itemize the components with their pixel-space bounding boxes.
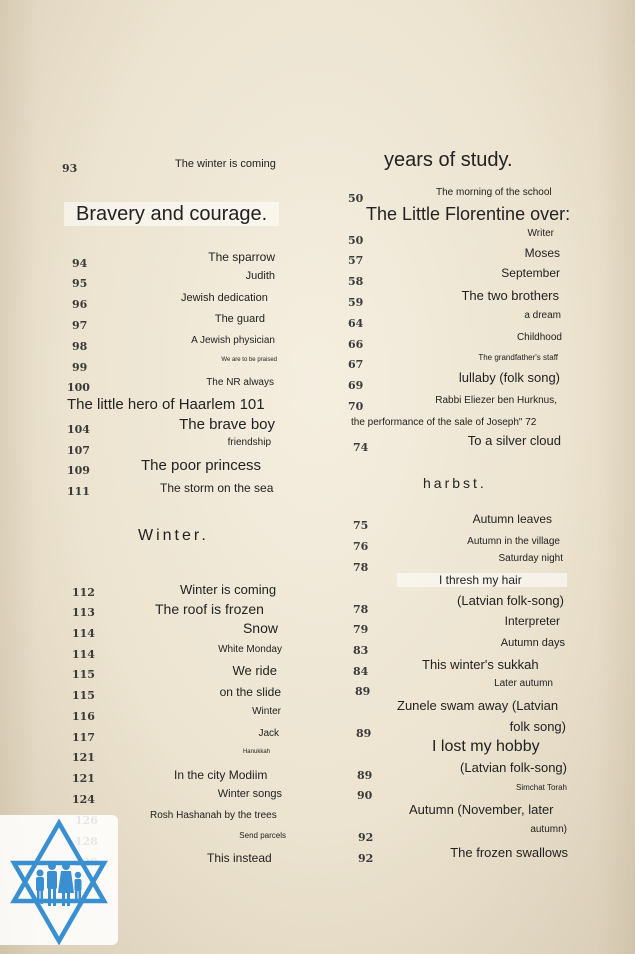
- page-number: 89: [356, 727, 372, 740]
- entry-title: We ride: [232, 663, 277, 678]
- entry-title: Winter: [252, 706, 281, 717]
- entry-title: The winter is coming: [175, 158, 276, 170]
- page-number: 95: [72, 277, 88, 290]
- page-number: 121: [72, 772, 95, 785]
- page-number: 112: [72, 586, 95, 599]
- entry-title: The storm on the sea: [160, 481, 274, 495]
- page-number: 96: [72, 298, 88, 311]
- entry-title: We are to be praised: [221, 357, 277, 363]
- page-number: 74: [353, 441, 369, 454]
- page-number: 69: [348, 379, 364, 392]
- entry-title: friendship: [227, 437, 271, 448]
- page-number: 107: [67, 444, 90, 457]
- page-number: 57: [348, 254, 364, 267]
- page-number: 76: [353, 540, 369, 553]
- entry-title: To a silver cloud: [467, 433, 561, 448]
- page-number: 100: [67, 381, 90, 394]
- page-number: 50: [348, 192, 364, 205]
- entry-title: Autumn (November, later: [409, 802, 554, 817]
- entry-title: The little hero of Haarlem 101: [67, 396, 265, 413]
- entry-title: Hanukkah: [242, 749, 270, 755]
- entry-title: Zunele swam away (Latvian: [397, 698, 559, 713]
- entry-title: Interpreter: [504, 614, 560, 628]
- entry-title: folk song): [509, 719, 566, 734]
- page-number: 89: [355, 685, 371, 698]
- section-heading: Winter.: [138, 527, 209, 544]
- entry-title: Simchat Torah: [516, 783, 567, 792]
- page-number: 70: [348, 400, 364, 413]
- entry-title: A Jewish physician: [191, 335, 275, 346]
- entry-title: Judith: [245, 270, 275, 282]
- entry-title: The NR always: [206, 377, 274, 388]
- entry-title: Writer: [527, 228, 554, 239]
- entry-title: autumn): [530, 824, 567, 835]
- page-number: 115: [72, 668, 95, 681]
- page-number: 79: [353, 623, 369, 636]
- page-number: 58: [348, 275, 364, 288]
- page-number: 113: [72, 606, 95, 619]
- entry-title: Snow: [242, 620, 278, 636]
- entry-title: White Monday: [218, 644, 282, 655]
- page-number: 98: [72, 340, 88, 353]
- page-number: 50: [348, 234, 364, 247]
- entry-title: I thresh my hair: [397, 573, 567, 587]
- logo-badge: [0, 815, 118, 945]
- entry-title: Winter is coming: [180, 582, 277, 597]
- entry-title: I lost my hobby: [432, 738, 540, 755]
- page-number: 114: [72, 648, 95, 661]
- entry-title: Later autumn: [494, 678, 553, 689]
- page-number: 121: [72, 751, 95, 764]
- entry-title: September: [501, 266, 560, 280]
- page-number: 67: [348, 358, 364, 371]
- page-number: 75: [353, 519, 369, 532]
- entry-title: The guard: [214, 313, 265, 325]
- entry-title: The grandfather's staff: [478, 353, 558, 362]
- entry-title: In the city Modiim: [174, 768, 268, 782]
- entry-title: Autumn days: [500, 637, 565, 649]
- entry-title: Send parcels: [239, 831, 286, 840]
- page-number: 115: [72, 689, 95, 702]
- page-number: 66: [348, 338, 364, 351]
- page-number: 92: [358, 831, 374, 844]
- entry-title: Autumn leaves: [472, 512, 552, 526]
- page-number: 78: [353, 561, 369, 574]
- page-number: 124: [72, 793, 95, 806]
- entry-title: lullaby (folk song): [458, 370, 560, 385]
- entry-title: The frozen swallows: [450, 845, 568, 860]
- page-number: 89: [357, 769, 373, 782]
- page-number: 116: [72, 710, 95, 723]
- entry-title: This winter's sukkah: [422, 657, 539, 672]
- section-heading: Bravery and courage.: [64, 202, 279, 226]
- page-number: 78: [353, 603, 369, 616]
- entry-title: Childhood: [516, 332, 562, 343]
- page-number: 111: [67, 485, 90, 498]
- page-number: 109: [67, 464, 90, 477]
- section-heading: years of study.: [384, 149, 513, 171]
- entry-title: The poor princess: [141, 457, 262, 474]
- section-heading: The Little Florentine over:: [366, 204, 571, 224]
- entry-title: (Latvian folk-song): [457, 593, 564, 608]
- entry-title: The roof is frozen: [155, 601, 264, 617]
- entry-title: Moses: [524, 246, 560, 260]
- entry-title: (Latvian folk-song): [460, 760, 567, 775]
- page-number: 104: [67, 423, 90, 436]
- entry-title: The two brothers: [461, 288, 559, 303]
- entry-title: a dream: [524, 310, 561, 321]
- entry-title: The morning of the school: [436, 187, 552, 198]
- entry-title: The brave boy: [179, 416, 275, 433]
- entry-title: the performance of the sale of Joseph" 72: [351, 417, 537, 428]
- entry-title: Jewish dedication: [181, 292, 268, 304]
- entry-title: Rosh Hashanah by the trees: [150, 810, 277, 821]
- page-number: 114: [72, 627, 95, 640]
- page-number: 83: [353, 644, 369, 657]
- star-of-david-family-icon: [0, 815, 118, 945]
- entry-title: Rabbi Eliezer ben Hurknus,: [435, 395, 557, 406]
- entry-title: This instead: [207, 851, 272, 865]
- page-number: 84: [353, 665, 369, 678]
- page-number: 92: [358, 852, 374, 865]
- page-number: 97: [72, 319, 88, 332]
- entry-title: Jack: [258, 728, 279, 739]
- entry-title: Autumn in the village: [467, 536, 560, 547]
- page-number: 93: [62, 162, 78, 175]
- entry-title: The sparrow: [208, 250, 275, 264]
- page-number: 64: [348, 317, 364, 330]
- section-heading: harbst.: [423, 475, 487, 491]
- page-number: 59: [348, 296, 364, 309]
- entry-title: Saturday night: [498, 553, 563, 564]
- page-number: 94: [72, 257, 88, 270]
- page-number: 117: [72, 731, 95, 744]
- entry-title: on the slide: [219, 685, 281, 699]
- entry-title: Winter songs: [217, 788, 282, 800]
- page-number: 99: [72, 361, 88, 374]
- page-number: 90: [357, 789, 373, 802]
